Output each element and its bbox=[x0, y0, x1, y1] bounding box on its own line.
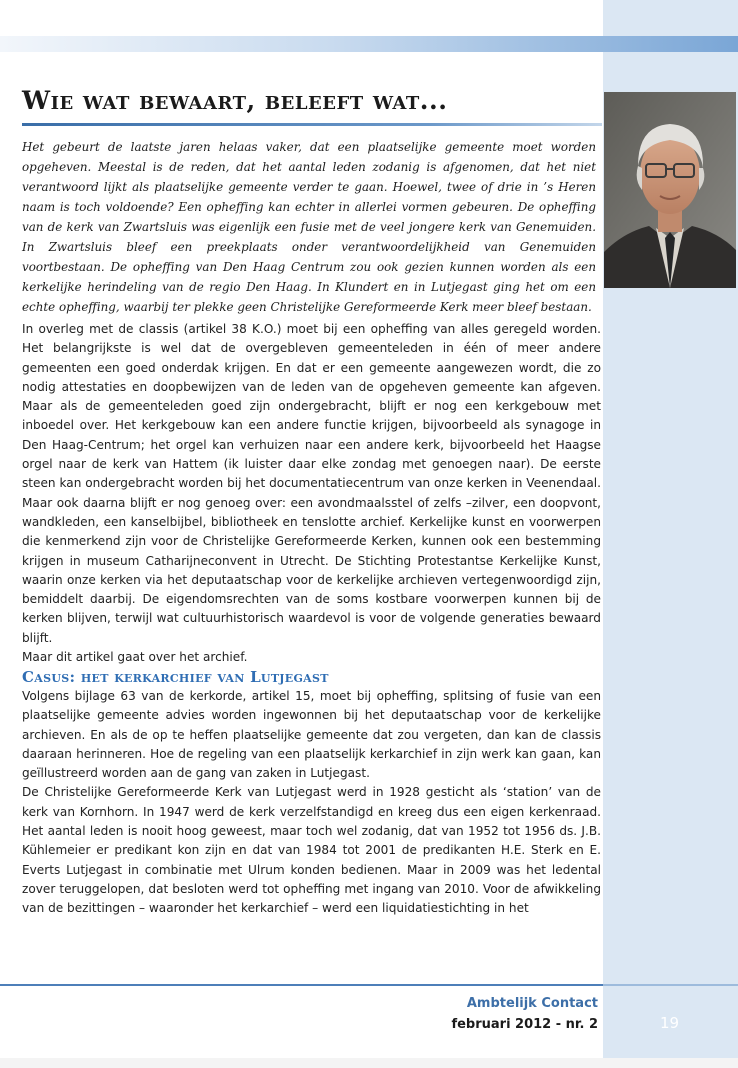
section-heading: Casus: het kerkarchief van Lutjegast bbox=[22, 668, 329, 686]
section-paragraph: De Christelijke Gereformeerde Kerk van Lutjegast werd in 1928 gesticht als ‘station’ van de kerk van Kornhorn. In 1947 werd de kerk verzelfstandigd en kreeg dus een eigen kerkenraad. Het aantal leden is nooit hoog geweest, maar toch wel zodanig, dat van 1952 tot 1956 ds. J.B. Kühlemeier er predikant kon zijn en dat van 1984 tot 2001 de predikanten H.E. Sterk en E. Everts Lutjegast in combinatie met Ulrum konden bedienen. Maar in 2009 was het ledental zover teruggelopen, dat besloten werd tot opheffing met ingang van 2010. Voor de afwikkeling van de bezittingen – waaronder het kerkarchief – werd een liquidatiestichting in het bbox=[22, 785, 601, 916]
article-title: Wie wat bewaart, beleeft wat... bbox=[22, 86, 448, 115]
footer-issue-info: februari 2012 - nr. 2 bbox=[451, 1017, 598, 1032]
body-paragraph: In overleg met de classis (artikel 38 K.O.) moet bij een opheffing van alles geregeld worden. Het belangrijkste is wel dat de overgebleven gemeenteleden in één of meer andere gemeenten een goed onderdak krijgen. En dat er een gemeente aangewezen wordt, die zo nodig attestaties en doopbewijzen van de leden van de opgeheven gemeente kan afgeven. Maar als de gemeenteleden goed zijn ondergebracht, blijft er nog een kerkgebouw met inboedel over. Het kerkgebouw kan een andere functie krijgen, bijvoorbeeld als synagoge in Den Haag-Centrum; het orgel kan verhuizen naar een andere kerk, bijvoorbeeld het Haagse orgel naar de kerk van Hattem (ik luister daar elke zondag met genoegen naar). De eerste steen kan ondergebracht worden bij het documentatiecentrum van onze kerken in Veenendaal. Maar ook daarna blijft er nog genoeg over: een avondmaalsstel of zelfs –zilver, een doopvont, wandkleden, een kanselbijbel, bibliotheek en tenslotte archief. Kerkelijke kunst en voorwerpen die kenmerkend zijn voor de Christelijke Gereformeerde Kerken, kunnen ook een bestemming krijgen in museum Catharijneconvent in Utrecht. De Stichting Protestantse Kerkelijke Kunst, waarin onze kerken via het deputaatschap voor de kerkelijke archieven vertegenwoordigd zijn, bemiddelt daarbij. De eigendomsrechten van de soms kostbare voorwerpen kunnen bij de kerken blijven, terwijl wat cultuurhistorisch waardevol is voor de volgende generaties bewaard blijft. bbox=[22, 322, 601, 645]
section-body bbox=[22, 687, 601, 919]
section-paragraph: Volgens bijlage 63 van de kerkorde, artikel 15, moet bij opheffing, splitsing of fusie van een plaatselijke gemeente advies worden ingewonnen bij het deputaatschap voor de kerkelijke archieven. En als de op te heffen plaatselijke gemeente dat zou vergeten, dan kan de classis daaraan herinneren. Hoe de regeling van een plaatselijk kerkarchief in zijn werk kan gaan, kan geïllustreerd worden aan de gang van zaken in Lutjegast. bbox=[22, 689, 601, 781]
top-gradient-band bbox=[0, 36, 738, 52]
article-intro: Het gebeurt de laatste jaren helaas vaker, dat een plaatselijke gemeente moet worden opgeheven. Meestal is de reden, dat het aantal leden zodanig is afgenomen, dat het niet verantwoord lijkt als plaatselijke gemeente verder te gaan. Hoewel, twee of drie in ’s Heren naam is toch voldoende? Een opheffing kan echter in allerlei vormen gebeuren. De opheffing van de kerk van Zwartsluis was eigenlijk een fusie met de veel jongere kerk van Genemuiden. In Zwartsluis bleef een preekplaats onder verantwoordelijkheid van Genemuiden voortbestaan. De opheffing van Den Haag Centrum zou ook gezien kunnen worden als een kerkelijke herindeling van de regio Den Haag. In Klundert en in Lutjegast ging het om een echte opheffing, waarbij ter plekke geen Christelijke Gereformeerde Kerk meer bleef bestaan. bbox=[22, 140, 596, 314]
title-underline bbox=[22, 123, 602, 126]
footer-publication-name: Ambtelijk Contact bbox=[466, 996, 598, 1011]
article-body bbox=[22, 320, 601, 667]
author-portrait-photo bbox=[604, 92, 736, 288]
footer-rule bbox=[0, 984, 603, 986]
footer-rule-right bbox=[603, 984, 738, 986]
page-bottom-shade bbox=[0, 1058, 738, 1068]
body-paragraph: Maar dit artikel gaat over het archief. bbox=[22, 650, 248, 665]
page-number: 19 bbox=[660, 1014, 680, 1032]
